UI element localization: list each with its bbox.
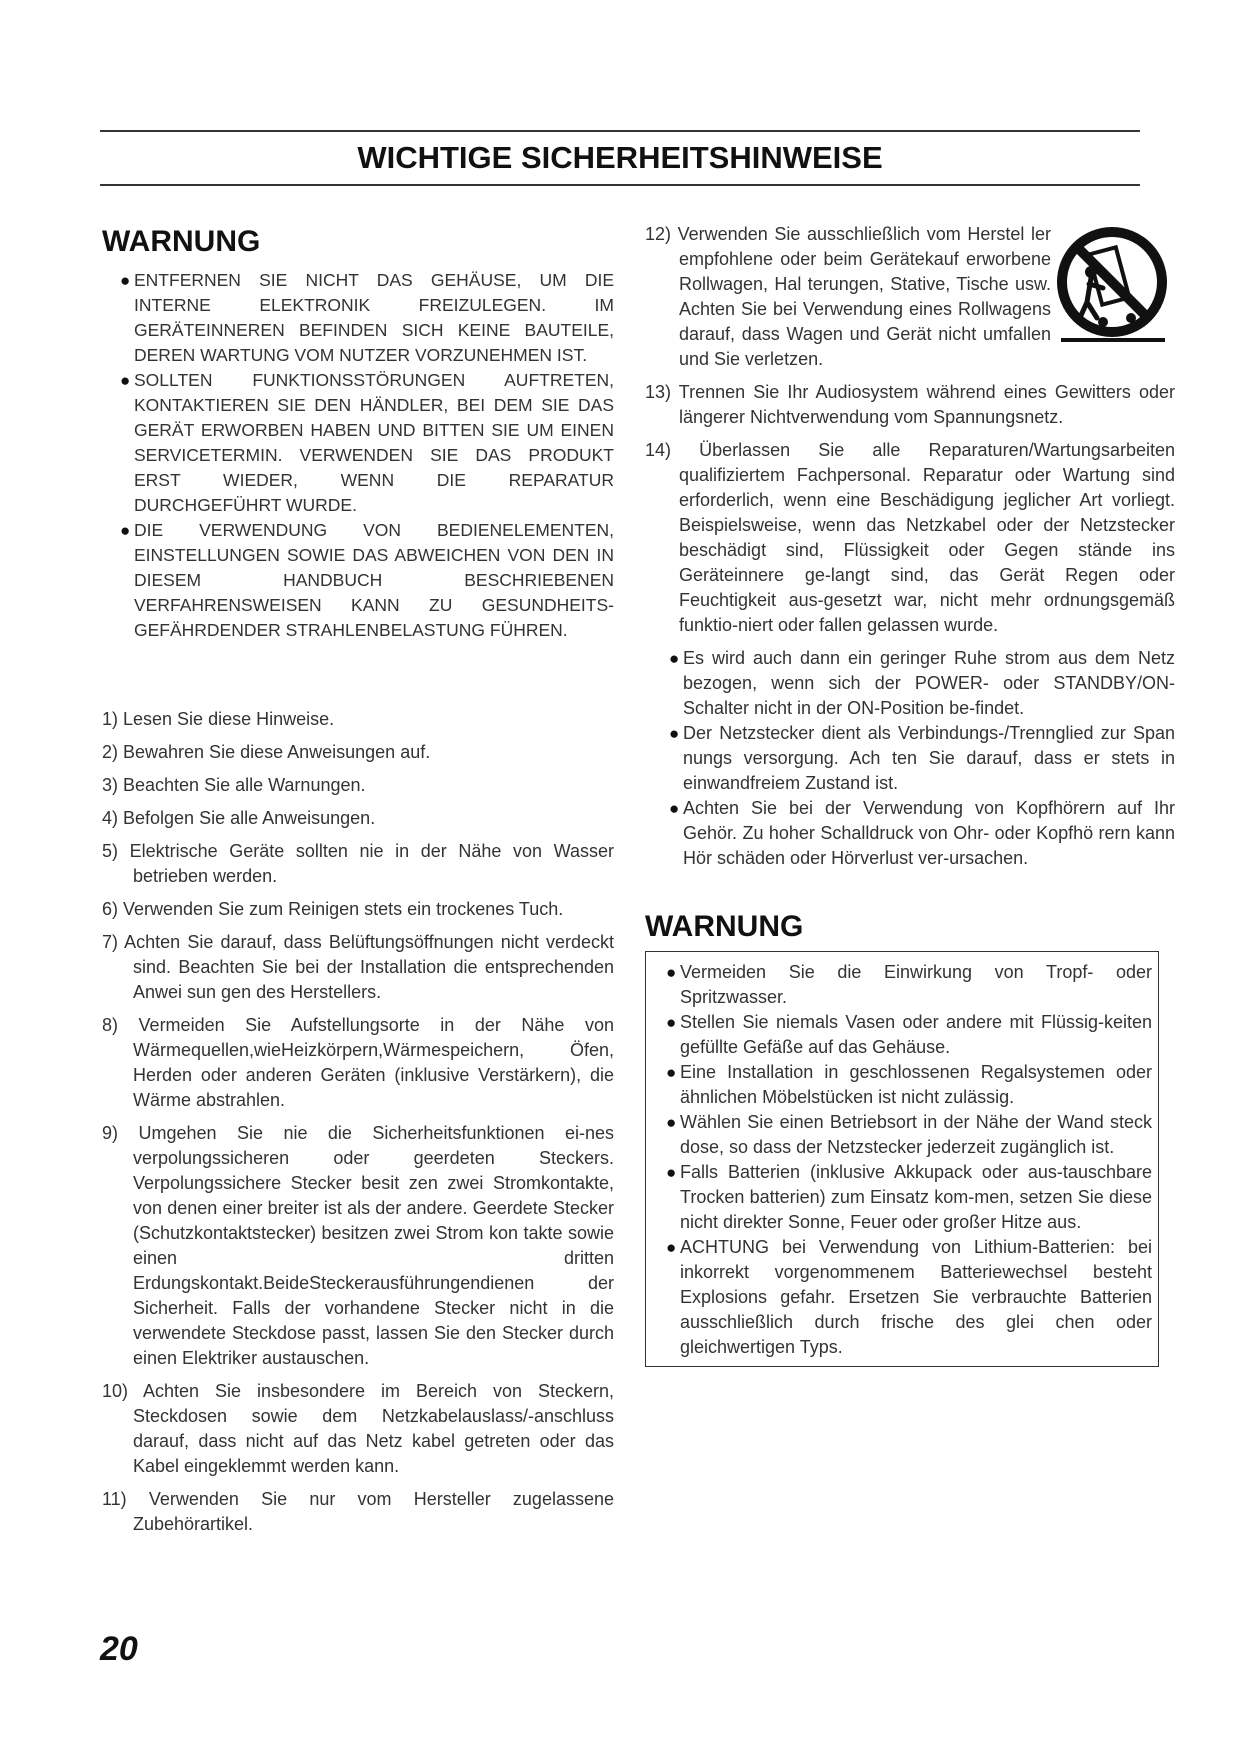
warning-box bbox=[645, 951, 1159, 1367]
instruction-item: 3) Beachten Sie alle Warnungen. bbox=[102, 775, 366, 795]
warning-item: ● DIE VERWENDUNG VON BEDIENELEMENTEN, EINSTELLUNGEN SOWIE DAS ABWEICHEN VON DEN IN DIESEM HANDBUCH BESCHRIEBENEN VERFAHRENSWEISEN KANN ZU GESUNDHEITS-GEFÄHRDENDER STRAHLENBELASTUNG FÜHREN. bbox=[120, 520, 614, 640]
bullet-icon: ● bbox=[666, 1013, 677, 1032]
warning-item: ● ACHTUNG bei Verwendung von Lithium-Batterien: bei inkorrekt vorgenommenem Batteriewechsel besteht Explosions gefahr. Ersetzen Sie verbrauchte Batterien ausschließlich durch frische des glei chen oder gleichwertigen Typs. bbox=[666, 1237, 1152, 1357]
warning-item: ● SOLLTEN FUNKTIONSSTÖRUNGEN AUFTRETEN, KONTAKTIEREN SIE DEN HÄNDLER, BEI DEM SIE DAS GERÄT ERWORBEN HABEN UND BITTEN SIE UM EINEN SERVICETERMIN. VERWENDEN SIE DAS PRODUKT ERST WIEDER, WENN DIE REPARATUR DURCHGEFÜHRT WURDE. bbox=[120, 370, 614, 515]
instruction-item-14: 14) Überlassen Sie alle Reparaturen/Wartungsarbeiten qualifiziertem Fachpersonal. Reparatur oder Wartung sind erforderlich, wenn eine Beschädigung jeglicher Art vorliegt. Beispielsweise, wenn das Netzkabel oder der Netzstecker beschädigt sind, Flüssigkeit oder Gegen stände ins Geräteinnere ge-langt sind, das Gerät Regen oder Feuchtigkeit aus-gesetzt war, nicht mehr ordnungsgemäß funktio-niert oder fallen gelassen wurde. bbox=[645, 440, 1175, 635]
instruction-item: 2) Bewahren Sie diese Anweisungen auf. bbox=[102, 742, 431, 762]
bullet-icon: ● bbox=[666, 1113, 677, 1132]
page-title: WICHTIGE SICHERHEITSHINWEISE bbox=[100, 130, 1140, 186]
bullet-icon: ● bbox=[666, 963, 677, 982]
bullet-icon: ● bbox=[669, 799, 680, 818]
power-notes-list bbox=[669, 646, 1175, 871]
bullet-icon: ● bbox=[120, 371, 131, 390]
instruction-item: 11) Verwenden Sie nur vom Hersteller zugelassene Zubehörartikel. bbox=[102, 1489, 614, 1534]
instruction-item: 4) Befolgen Sie alle Anweisungen. bbox=[102, 808, 376, 828]
warning-heading-1: WARNUNG bbox=[102, 225, 261, 258]
warning-item: ● Vermeiden Sie die Einwirkung von Tropf- oder Spritzwasser. bbox=[666, 962, 1152, 1007]
power-note-item: ● Achten Sie bei der Verwendung von Kopfhörern auf Ihr Gehör. Zu hoher Schalldruck von Ohr- oder Kopfhö rern kann Hör schäden oder Hörverlust ver-ursachen. bbox=[669, 798, 1175, 868]
bullet-icon: ● bbox=[669, 724, 680, 743]
bullet-icon: ● bbox=[120, 521, 131, 540]
instruction-item: 10) Achten Sie insbesondere im Bereich von Steckern, Steckdosen sowie dem Netzkabelauslass/-anschluss darauf, dass nicht auf das Netz kabel getreten oder das Kabel eingeklemmt werden kann. bbox=[102, 1381, 614, 1476]
warning-item: ● ENTFERNEN SIE NICHT DAS GEHÄUSE, UM DIE INTERNE ELEKTRONIK FREIZULEGEN. IM GERÄTEINNEREN BEFINDEN SICH KEINE BAUTEILE, DEREN WARTUNG VOM NUTZER VORZUNEHMEN IST. bbox=[120, 270, 614, 365]
instruction-item: 5) Elektrische Geräte sollten nie in der Nähe von Wasser betrieben werden. bbox=[102, 841, 614, 886]
warning-item: ● Wählen Sie einen Betriebsort in der Nähe der Wand steck dose, so dass der Netzstecker jederzeit zugänglich ist. bbox=[666, 1112, 1152, 1157]
instruction-item: 1) Lesen Sie diese Hinweise. bbox=[102, 709, 335, 729]
left-column bbox=[102, 222, 614, 1545]
warning-item: ● Falls Batterien (inklusive Akkupack oder aus-tauschbare Trocken batterien) zum Einsatz kom-men, setzen Sie diese nicht direkter Sonne, Feuer oder großer Hitze aus. bbox=[666, 1162, 1152, 1232]
warning-item: ● Eine Installation in geschlossenen Regalsystemen oder ähnlichen Möbelstücken ist nicht zulässig. bbox=[666, 1062, 1152, 1107]
right-column bbox=[645, 222, 1175, 1367]
power-note-item: ● Der Netzstecker dient als Verbindungs-/Trennglied zur Span nungs versorgung. Ach ten Sie darauf, dass er stets in einwandfreiem Zustand ist. bbox=[669, 723, 1175, 793]
instruction-item: 6) Verwenden Sie zum Reinigen stets ein trockenes Tuch. bbox=[102, 899, 564, 919]
warning-heading-2: WARNUNG bbox=[645, 910, 804, 943]
no-cart-tipover-icon bbox=[1053, 222, 1171, 357]
bullet-icon: ● bbox=[666, 1238, 677, 1257]
bullet-icon: ● bbox=[669, 649, 680, 668]
power-note-item: ● Es wird auch dann ein geringer Ruhe strom aus dem Netz bezogen, wenn sich der POWER- oder STANDBY/ON-Schalter nicht in der ON-Position be-findet. bbox=[669, 648, 1175, 718]
bullet-icon: ● bbox=[120, 271, 131, 290]
bullet-icon: ● bbox=[666, 1163, 677, 1182]
bullet-icon: ● bbox=[666, 1063, 677, 1082]
instruction-item-12: 12) Verwenden Sie ausschließlich vom Herstel ler empfohlene oder beim Gerätekauf erworbene Rollwagen, Hal terungen, Stative, Tische usw. Achten Sie bei Verwendung eines Rollwagens darauf, dass Wagen und Gerät nicht umfallen und Sie verletzen. bbox=[645, 224, 1051, 369]
instruction-item: 7) Achten Sie darauf, dass Belüftungsöffnungen nicht verdeckt sind. Beachten Sie bei der Installation die entsprechenden Anwei sun gen des Herstellers. bbox=[102, 932, 614, 1002]
instruction-list bbox=[102, 707, 614, 1537]
warning-list-2 bbox=[666, 960, 1152, 1360]
page-number: 20 bbox=[100, 1630, 138, 1668]
instruction-item: 8) Vermeiden Sie Aufstellungsorte in der Nähe von Wärmequellen,wieHeizkörpern,Wärmespeichern, Öfen, Herden oder anderen Geräten (inklusive Verstärkern), die Wärme abstrahlen. bbox=[102, 1015, 614, 1110]
warning-item: ● Stellen Sie niemals Vasen oder andere mit Flüssig-keiten gefüllte Gefäße auf das Gehäuse. bbox=[666, 1012, 1152, 1057]
warning-list-1 bbox=[120, 268, 614, 643]
instruction-item-13: 13) Trennen Sie Ihr Audiosystem während eines Gewitters oder längerer Nichtverwendung vom Spannungsnetz. bbox=[645, 382, 1175, 427]
instruction-item: 9) Umgehen Sie nie die Sicherheitsfunktionen ei-nes verpolungssicheren oder geerdeten Steckers. Verpolungssichere Stecker besit zen zwei Stromkontakte, von denen einer breiter ist als der andere. Geerdete Stecker (Schutzkontaktstecker) besitzen zwei Strom kon takte sowie einen dritten Erdungskontakt.BeideSteckerausführungendienen der Sicherheit. Falls der vorhandene Stecker nicht in die verwendete Steckdose passt, lassen Sie den Stecker durch einen Elektriker austauschen. bbox=[102, 1123, 614, 1368]
